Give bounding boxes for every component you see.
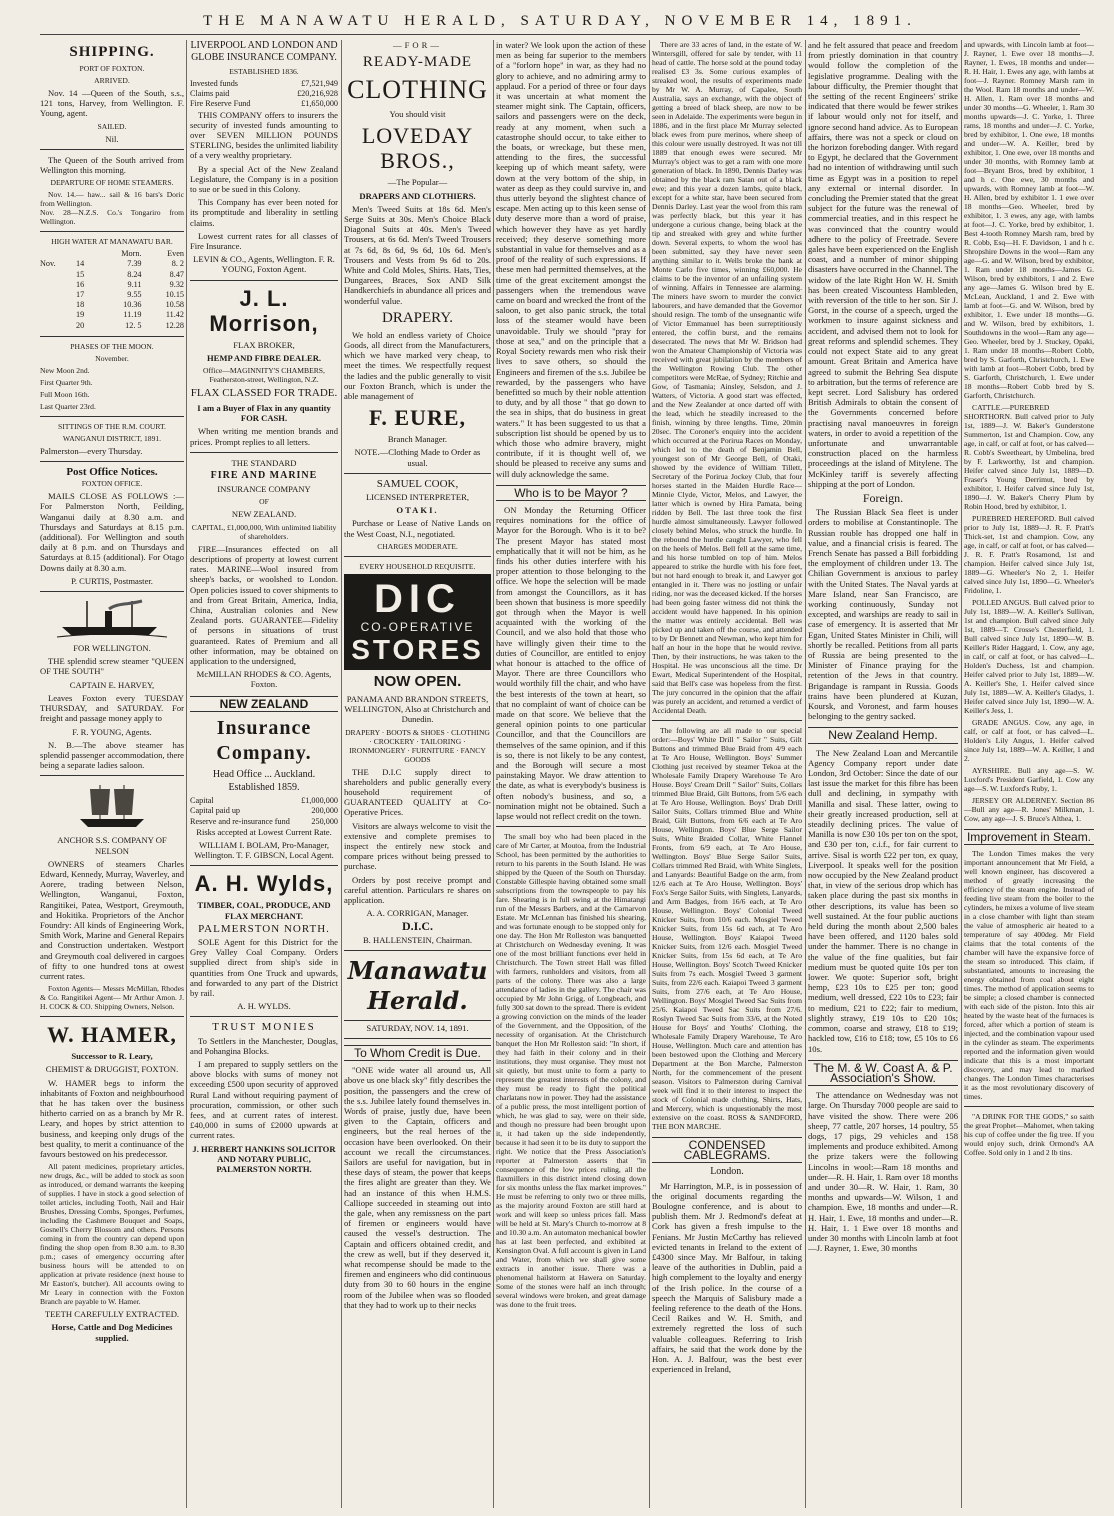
sailed-label: SAILED.	[97, 121, 127, 131]
lil-heading: LIVERPOOL AND LONDON AND GLOBE INSURANCE COMPANY.	[190, 40, 338, 63]
morrison-office: Office—MAGINNITY'S CHAMBERS, Featherston-street, Wellington, N.Z.	[203, 366, 325, 385]
standard-text: FIRE—Insurances effected on all descriptions of property at lowest current rates. MARINE—Wool insured from sheep's backs, or woolshed to London. Open policies issued to cover shipments to and from Great Britain, America, India, China, Australian colonies and New Zealand ports. GUARANTEE—Fidelity of persons in situations of trust guaranteed. Rates of Premium and all other information, may be obtained on application to the undersigned,	[190, 543, 338, 666]
leaves-text: Leaves Foxton every TUESDAY THURSDAY, and SATURDAY. For freight and passage money apply to	[40, 692, 184, 724]
nz-funds-table	[190, 796, 338, 827]
herald-date: SATURDAY, NOV. 14, 1891.	[366, 1022, 469, 1033]
column-rule	[186, 40, 187, 1508]
tide-col-even: Even	[167, 249, 184, 259]
nz-head-office: Head Office ... Auckland.	[212, 768, 316, 780]
standard-heading: THE STANDARD	[231, 457, 297, 468]
dic-stores: STORES	[351, 633, 484, 665]
cables-continued: and he felt assured that peace and freedom from priestly domination in that country would follow the completion of the legislative programme. Dealing with the labour difficulty, the Premier thought that the setting of the recent Engineers' strike indicated that there would be fewer strikes if labour would only not for itself, and ignore second hand advice. As to European affairs, there was not a speck or cloud on the horizon foreboding danger. With regard to Egypt, he declared that the Government had no intention of withdrawing until such time as Egypt was in a position to repel any external or internal disorder. In concluding the Premier stated that the great subject for the future was the renewal of commercial treaties, and in this respect he was convinced that the country would adhere to the policy of Freetrade. Severe gales have been experienced on the English coast, and a number of minor shipping disasters have occurred in the Channel. The widow of the late Right Hon W. H. Smith has been created Viscountess Hambleden, with reversion of the title to her son. Sir J. Gorst, in the course of a speech, urged the workmen to insure against sickness and accident, and advised them not to look for great reforms and splendid schemes. They could not expect State aid to any great amount. Great Britain and America have agreed to submit the Behring Sea dispute to arbitration, but the terms of reference are kept secret. Lord Salisbury has ordered British Admirals to obtain the consent of the Governments concerned before practising naval manoeuvres in foreign waters, in order to avoid a repetition of the unfortunate and unwarrantable construction placed on the harmless proceedings at the island of Mitylene. The McKinley tariff is severely affecting shipping at the port of London.	[808, 40, 958, 489]
lil-text-3: This Company has ever been noted for its promptitude and liberality in settling claims.	[190, 197, 338, 228]
cook-text: Purchase or Lease of Native Lands on the West Coast, N.I., negotiated.	[344, 518, 491, 539]
steamer-text: THE splendid screw steamer "QUEEN OF THE SOUTH"	[40, 656, 184, 677]
nb-text: N. B.—The above steamer has splendid passenger accommodation, there being a separate ladies saloon.	[40, 739, 184, 771]
column-3	[344, 40, 491, 1508]
dic-address: PANAMA AND BRANDON STREETS, WELLINGTON, Also at Christchurch and Dunedin.	[344, 693, 491, 725]
flax-text: I am a Buyer of Flax in any quantity FOR CASH.	[197, 403, 331, 424]
hamer-text-2: All patent medicines, proprietary articles, new drugs, &c., will be added to stock as soon as introduced, or demand warrants the keeping of supplies. I have in stock a good selection of toilet articles, including Tooth, Nail and Hair Brushes, Dressing Combs, Sponges, Perfumes, including the Cashmere Bouquet and Soaps, Gosnell's Cherry Blossom and others. Persons coming in from the country can depend upon finding the shop open from 8.30 a.m. to 8.30 p.m.; cases of emergency occurring after business hours will be attended to on application at private residence (next house to Mr Easton's, butcher). All accounts owing to Mr Leary in connection with the Foxton Branch are payable to W. Hamer.	[40, 1162, 184, 1307]
masthead-title: THE MANAWATU HERALD, SATURDAY, NOVEMBER 14, 1891.	[203, 13, 917, 29]
departure-heading: DEPARTURE OF HOME STEAMERS.	[50, 178, 174, 188]
hamer-successor: Successor to R. Leary,	[71, 1051, 153, 1062]
eure-heading: F. EURE,	[368, 405, 467, 431]
table-row: Capital paid up 200,000	[190, 806, 338, 816]
drapery-heading: DRAPERY.	[381, 309, 453, 326]
te-aro-list: The following are all made to our special order:—Boys' White Drill " Sailor " Suits, Gilt Buttons and trimmed Blue Braid from 4/9 each at Te Aro House, Wellington. Boys' Summer Clothing just received by steamer Tekoa at the Wholesale Family Drapery Warehouse Te Aro House. Boys' Cream Drill " Sailor" Suits, Collars trimmed Blue Braid, Gilt Buttons, from 5/6 each at Te Aro House, Wellington. Boys' Drab Drill Sailor Suits, Collars trimmed Blue and White Braid, Gilt Buttons, from 6/6 each at Te Aro House, Wellington. Boys' Blue Serge Sailor Suits, White Braided Collar, White Flannel Fronts, from 6/9 each, at Te Aro House, Wellington. Boys' Blue Serge Sailor Suits, Collars trimmed Red Braid, with White Singlets, and Lanyards: Beautiful Badge on the arm, from 12/6 each at Te Aro House, Wellington. Boys' Fox's Serge Sailor Suits, with Singlets, Lanyards, and Arm Badges, from 16/6 each, at Te Aro House, Wellington. Boys' Colonial Tweed Knicker Suits, from 10/6 each. Mosgiel Tweed Knicker Suits, from 15s 6d each, at Te Aro House, Wellington. Boys' Kaiapoi Tweed Knicker Suits, from 12/6 each. Mosgiel Tweed Knicker Suits, from 15s 6d each, at Te Aro House, Wellington. Boys' Scotch Tweed Knicker Suits from 7s each. Mosgiel Tweed 3 garment Suits, from 22/6 each. Kaiapoi Tweed 3 garment Suits, from 27/6 each, at Te Aro House, Wellington. Boys' Mosgiel Tweed Sac Suits from 25/6. Kaiapoi Tweed Sac Suits from 27/6. Roslyn Tweed Sac Suits from 33/6, at the Noted House for Boys' and Youths' Clothing, the Wholesale Family Drapery Warehouse, Te Aro House, Wellington. Much care and attention has been bestowed upon the Clothing and Mercery Department at the Bon Marche, Palmerston North, for the commencement of the present season. Visitors to Palmerston during Carnival week will find it to their interest to inspect the stock of Colonial made clothing, Shirts, Hats, and Mercery, which is unquestionably the most extensive on the coast. ROSS & SANDFORD, THE BON MARCHE.	[652, 726, 802, 1131]
horse-line: Horse, Cattle and Dog Medicines supplied.	[51, 1322, 173, 1343]
steam-heading: Improvement in Steam.	[964, 829, 1094, 845]
table-row: Claims paid £20,216,928	[190, 89, 338, 99]
cables-text: Mr Harrington, M.P., is in possession of the original documents regarding the Boulogne conference, and is about to publish them. Mr J. Redmond's defeat at Cork has given a fresh impulse to the Fenians. Mr Justin McCarthy has relieved evicted tenants in Ireland to the extent of £4300 since May. Mr Balfour, in taking leave of the authorities in Dublin, paid a high complement to the loyalty and energy of the Irish police. In the course of a speech the Marquis of Salisbury made a feeling reference to the death of the Hons. Cecil Raikes and W. H. Smith, and extremely regretted the loss of such valuable colleagues. Referring to Irish affairs, he said that the work done by the Hon. A. J. Balfour, was the best ever experienced in Ireland,	[652, 1180, 802, 1375]
trust-heading: TRUST MONIES	[212, 1021, 316, 1034]
jersey-results: JERSEY OR ALDERNEY. Section 86—Bull any age—R. Jones' Milkman, 1. Cow, any age—J. S. Bruce's Althea, 1.	[964, 796, 1094, 823]
nz-insurance-title: Insurance Company.	[216, 716, 312, 764]
mayor-heading: Who is to be Mayor ?	[496, 485, 646, 501]
standard-capital: CAPITAL, £1,000,000, With unlimited liability of shareholders.	[191, 522, 337, 541]
table-row: 17 9.55 10.15	[76, 290, 184, 300]
palmerston-heading: PALMERSTON NORTH.	[198, 922, 330, 935]
standard-nz: NEW ZEALAND.	[231, 509, 297, 520]
dic-text-3: Orders by post receive prompt and careful attention. Particulars re shares on application.	[344, 874, 491, 905]
shorthorn-results: CATTLE.—PUREBRED SHORTHORN. Bull calved prior to July 1st, 1889—J. W. Baker's Gunderstone Summerton, 1st and Champion. Cow, any age, in calf, or calf at foot, or has calved—R. Cobb's Sweetheart, by Umbelina, bred by F. Larkworthy, 1st and champion. Heifer calved since July 1st, 1889—D. Fraser's Young Derrimut, bred by exhibitor, 1. Heifer calved since July 1st, 1890—J. W. Baker's Cherry Plum by Robin Hood, bred by exhibitor, 1.	[964, 403, 1094, 511]
branch-manager: Branch Manager.	[387, 434, 448, 445]
hemp-text: The New Zealand Loan and Mercantile Agency Company report under date London, 3rd October: Since the date of our last issue the market for this fibre has been dull and declining, in sympathy with Manilla and sisal. These latter, owing to their greatly increased production, sell at steadily declining prices. The value of Manilla is now £30 10s per ton on the spot, and £30 per ton, c.i.f., for fair current to arrive. Sisal is worth £22 per ton, ex quay, Liverpool. It speaks well for the position now occupied by the New Zealand product that, in view of the serious drop which has taken place during the past six months in other descriptions, its value has been so well sustained. At the four public auctions held during the month about 2,500 bales have been offered, and 1120 bales sold under the hammer. There is no change in the value of the fine qualities, but fair medium must be quoted quite 10s per ton lower. We quote: Superior soft, bright hemp, £23 10s to £25 per ton; good medium, well dressed, £22 10s to £23; fair to medium, £21 to £22; fair to medium, slightly strawy, £19 10s to £20 10s; common, coarse and strawy, £18 to £19; hackled tow, £16 to £18; tow, £5 10s to £6 10s.	[808, 747, 958, 1054]
clothing-prices: Men's Tweed Suits at 18s 6d. Men's Serge Suits at 30s. Men's Choice Black Diagonal Suits at 40s. Men's Tweed Trousers, at 6s 6d. Men's Tweed Trousers at 7s 6d, 8s 6d, 9s 6d, 10s 6d. Men's Trousers and Vests from 9s 6d to 20s. White and Cold Moles, Shirts. Hats, Ties, Dungarees, Braces, Sox AND Silk Handkerchiefs in abundance all prices and wonderful value.	[344, 203, 491, 306]
hemp-heading: New Zealand Hemp.	[808, 727, 958, 743]
wylds-sub: TIMBER, COAL, PRODUCE, AND FLAX MERCHANT.	[197, 900, 331, 921]
cook-heading: SAMUEL COOK,	[376, 477, 459, 490]
should-visit: You should visit	[389, 109, 446, 120]
arrived-label: ARRIVED.	[94, 76, 130, 85]
cables-heading: CONDENSED CABLEGRAMS.	[652, 1137, 802, 1163]
port-label: PORT OF FOXTON.	[79, 64, 145, 73]
dic-text-2: Visitors are always welcome to visit the extensive and complete premises to inspect the entirely new stock and compare prices without being pressed to purchase.	[344, 820, 491, 872]
wylds-text: SOLE Agent for this District for the Grey Valley Coal Company. Orders supplied direct from ship's side in quantities from One Truck and upwards, and forwarded to any part of the District by rail.	[190, 936, 338, 998]
table-row: 16 9.11 9.32	[76, 279, 184, 289]
moon-heading: PHASES OF THE MOON.	[70, 341, 154, 351]
column-rule	[805, 40, 806, 1508]
column-rule	[493, 40, 494, 1508]
table-row: 19 11.19 11.42	[76, 310, 184, 320]
column-rule	[649, 40, 650, 1508]
nz-insurance-heading: NEW ZEALAND	[190, 696, 338, 712]
sailed-entry: Nil.	[105, 133, 119, 144]
lil-text-2: By a special Act of the New Zealand Legislature, the Company is in a position to sue or be sued in this Colony.	[190, 163, 338, 195]
column-6	[808, 40, 958, 1508]
morrison-sub-2: HEMP AND FIBRE DEALER.	[206, 352, 322, 363]
nz-agents: WILLIAM I. BOLAM, Pro-Manager, Wellington. T. F. GIBSCN, Local Agent.	[194, 839, 334, 861]
herald-dateline	[344, 1020, 491, 1039]
table-row: 20 12. 5 12.28	[76, 320, 184, 330]
young-agent: F. R. YOUNG, Agents.	[72, 726, 152, 737]
drapers-line: DRAPERS AND CLOTHIERS.	[359, 190, 476, 201]
hamer-chemist: CHEMIST & DRUGGIST, FOXTON.	[45, 1064, 179, 1075]
local-news: The small boy who had been placed in the care of Mr Carter, at Moutoa, from the Industrial School, has been permitted by the authorities to return to his parents in the South Island. He was shipped by the Queen of the South on Thursday. Constable Gillespie having obtained some small subscriptions from the townspeople to pay his fare. Shearing is in full swing at the Himatangi run of the Messrs Barbers, and at the Carnarvon Estate. Mr McLennan has finished his shearing, and was fortunate enough to be stopped only for one day. The Hon Mr Rolleston was banquetted at Christchurch on Wednesday evening. It was one of the most brilliant functions ever held in Christchurch. The Town street Hall was filled with farmers, runholders and visitors, from all parts of the colony. There was also a large attendance of ladies in the gallery. The chair was occupied by Mr John Grigg, of Longbeach, and fully 300 sat down to the spread. There is evident a growing conviction on the minds of the leader of the Government, and the Opposition, of the necessity of organisation. At the Christchurch banquet the Hon Mr Rolleston said: "In short, if they had faith in their colony and in their institutions, they must organise. They must not sit quietly, but must unite to form a party to represent the greatest interests of the colony, and they must be ready to fight the political charlatans now in power. They had the assistance of a public press, the most intelligent portion of which, he was glad to say, were on their side, and though no pressure had been brought upon it, it had taken up the side independently, because it had seen it to be its duty to support the right. We notice that the Press Association's reporter at Palmerston asserts that "in consequence of the low prices ruling, all the flaxmillers in this district intend closing down for six months unless the flax market improves." He must be referring to only two or three mills, as the majority around Foxton are still hard at work and will keep so unless prices fall. Mass will be held at St. Mary's Church to-morrow at 8 and 10.30 a.m. An automaton mechanical bowler has at last been perfected, and exhibited at Kensington Oval. A full account is given in Land and Water, from which we shall give some extracts in another issue. There was a phenomenal hailstorm at Hawera on Saturday. Some of the stones were half an inch through; several windows were broken, and great damage was done to the fruit trees.	[496, 832, 646, 1310]
dic-text: THE D.I.C supply direct to shareholders and public generally every household requirement of GUARANTEED QUALITY at Co-Operative Prices.	[344, 766, 491, 818]
ready-made-heading: READY-MADE	[362, 54, 473, 71]
lil-funds-table	[190, 79, 338, 110]
table-row: Nov. 14 7.39 8. 2	[40, 259, 184, 269]
trust-text-2: I am prepared to supply settlers on the above blocks with sums of money not exceeding £500 upon security of approved Rural Land without requiring payment of procuration, commission, or other such fees, and at current rates of interest. £40,000 in sums of £2000 upwards at current rates.	[190, 1059, 338, 1141]
household-line: EVERY HOUSEHOLD REQUISITE.	[359, 561, 476, 571]
steamship-icon	[57, 597, 167, 639]
departure-list: Nov. 14.— haw... sail & 16 bars's Doric from Wellington. Nov. 28—N.Z.S. Co.'s Tongariro from Wellington.	[40, 190, 184, 227]
wellington-heading: FOR WELLINGTON.	[73, 643, 151, 654]
post-sub: FOXTON OFFICE.	[81, 479, 143, 489]
sailing-ship-icon	[72, 781, 152, 831]
moon-month: November.	[95, 353, 129, 363]
standard-sub-2: INSURANCE COMPANY	[217, 484, 311, 495]
hallenstein: B. HALLENSTEIN, Chairman.	[362, 934, 473, 945]
for-heading: —FOR—	[393, 40, 442, 50]
hankins-sign: J. HERBERT HANKINS SOLICITOR AND NOTARY PUBLIC, PALMERSTON NORTH.	[192, 1143, 336, 1175]
credit-text: "ONE wide water all around us, All above us one black sky" fitly describes the position, the passengers and the crew of the s.s. Jubilee lately found themselves in. Words of praise, justly due, have been given to the Captain, officers and engineers, but the real heroes of the occasion have been overlooked. On their account we recall the circumstances. Sailors are useful for navigation, but in these days of steam, the power that keeps the fires alight are greater than they. We had an instance of this when H.M.S. Calliope succeeded in steaming out into the gale, when any remissness on the part of firemen or engineers would have caused the vessel's destruction. The Captain and officers obtained credit, and the crew as well, but if they deserved it, what recompense should be made to the firemen and engineers who did continuous duty from 30 to 60 hours in the engine room of the Jubilee when was so flooded that they had to work up to their necks	[344, 1065, 491, 1310]
nz-established: Established 1859.	[228, 781, 300, 793]
grade-angus-results: GRADE ANGUS. Cow, any age, in calf, or calf at foot, or has calved—L. Holden's Lily Angus, 1. Heifer calved since July 1st, 1889—W. A. Keiller, 1 and 2.	[964, 718, 1094, 763]
lil-text: THIS COMPANY offers to insurers the security of invested funds amounting to over SEVEN MILLION POUNDS STERLING, besides the unlimited liability of a very wealthy proprietary.	[190, 109, 338, 161]
teeth-line: TEETH CAREFULLY EXTRACTED.	[44, 1309, 180, 1320]
post-heading: Post Office Notices.	[66, 466, 158, 479]
show-text: The attendance on Wednesday was not large. On Thursday 7000 people are said to have visited the show. There were 206 sheep, 77 cattle, 207 horses, 14 poultry, 55 dogs, 17 pigs, 29 vehicles and 158 implements and produce exhibited. Among the prize takers were the following Lincolns in wool:—Ram 18 months and under—R. H. Hair, 1. Ram over 18 months and under 30—R. W. Hair, 1. Ram, 30 months and upwards—W. Wilson, 1 and champion. Ewe, 18 months and under—R. H. Hair, 1. Ewe, 18 months and under—R. H. Hair, 1. 1 Ewe over 18 months and under 30 months with Lincoln lamb at foot—J. Rayner, 1. Ewe, 30 months	[808, 1090, 958, 1254]
tide-table	[40, 249, 184, 331]
drapery-text: We hold an endless variety of Choice Goods, all direct from the Manufacturers, which we have marked very cheap, to meet the times. We respectfully request the ladies and the public generally to visit our Foxton Branch, which is under the able management of	[344, 329, 491, 402]
hamer-text: W. HAMER begs to inform the inhabitants of Foxton and neighbourhood that he has taken over the business hitherto carried on as a branch by Mr R. Leary, and hopes by strict attention to business, and keeping only drugs of the best quality, to merit a continuance of the favours bestowed on his predecessor.	[40, 1077, 184, 1159]
column-rule	[961, 40, 962, 1508]
wylds-heading: A. H. Wylds,	[194, 871, 334, 897]
news-continued: There are 33 acres of land, in the estate of W. Wintersgill, offered for sale by tender, with 11 head of cattle. The horse sold at the pound today realised £3 3s. Some curious examples of streaked wool, the results of experiments made by Mr W. A. Murray, of Capalee, South Australia, says an exchange, with the object of getting a breed of black sheep, are now to be seen in Adelaide. The experiments were begun in 1886, and in the first place Mr Murray selected black ewes from pure merinos, where sheep of this colour were usually destroyed. It was not till 1889 that enough ewes were secured. Mr Murray's object was to get a ram with one more generation of black. In 1890, Dennis Darley was obtained by the black ram Satan out of a black ewe; and this year a dozen lambs, quite black, except for a white star, have been secured from Dennis Darley. Last year the wool from this ram was perfectly black, but this year it has undergone a curious change, being black at the tip and streaked with grey and white further down. Several experts, to whom the wool has been submitted, say they have never seen anything similar to it. Wells broke the bank at Monte Carlo five times, winning £60,000. He claims to be the inventor of an unfailing system of winning. Affairs in Tennessee are alarming. The miners have sworn to murder the convict labourers, and have demanded that the Governor should resign. The tomb of the unsegnantic wife of Victor Emmanuel has been surreptitiously entered, the coffin burst, and the remains desecrated. The news that Mr W. Bridson had won the Amateur Championship of Victoria was received with great jubilation by the members of the Wellington Rowing Club. The other competitors were McRae, of Sydney; Ritchie and Gow, of Tasmania; Ainsley, Selsdon, and J. Watters, of Victoria. A good start was effected, and the New Zealander at once darted off with the lead, which he steadily increased to the finish, winning by three lengths. Time, 20min 20sec. The Coroner's enquiry into the accident which occurred at the Porirua Races on Monday, which led to the death of Benjamin Bell, youngest son of Mr George Bell, of Otaki, showed by the evidence of William Tillett, Secretary of the Porirua Jockey Club, that four horses started in the Maiden Hurdle Race—Minnie Clyde, Victor, Melos, and Lawyer, the latter which is owned by Hira Pamata, being ridden by Bell. The last three took the first hurdle almost simultaneously. Lawyer followed closely behind Melos, who struck the hurdle. In the rebound the hurdle caught Lawyer, who fell on the heels of Melos. Bell fell at the same time, and his horse tumbled on top of him. Melos appeared to strike the hurdle with his fore feet, but not hard enough to break it, and Lawyer got entangled in it. There was no jostling or unfair riding, nor was the deceased kicked. If the horses had been going faster witness did not think the accident would have happened. In his opinion the matter was entirely accidental. Bell was picked up and taken off the course, and attended to by Dr Bennett and Newman, who kept him for half an hour in the hope that he would revive. Then, by their instructions, he was taken to the Hospital. He was unconscious all the time. Dr Ewart, Medical Superintendent of the Hospital, said that Bell's case was hopeless from the first. The jury concurred in the opinion that the affair was purely an accident, and returned a verdict of Accidental Death.	[652, 40, 802, 715]
flax-heading: FLAX CLASSED FOR TRADE.	[190, 387, 338, 400]
show-heading: The M. & W. Coast A. & P. Association's Show.	[808, 1060, 958, 1086]
postmaster: P. CURTIS, Postmaster.	[71, 575, 153, 586]
now-open: NOW OPEN.	[373, 672, 462, 690]
masthead	[40, 8, 1080, 35]
coffee-ad: "A DRINK FOR THE GODS," so saith the great Prophet—Mahomet, when taking his cup of coffee under the fig tree. If you would enjoy such, drink Ormond's AA Coffee. Sold only in 1 and 2 lb tins.	[964, 1112, 1094, 1158]
mayor-text: ON Monday the Returning Officer requires nominations for the office of Mayor for the Borough. Who is it to be? The present Mayor has stated most emphatically that it will not be him, as he finds his other duties interfere with his proper attention to those belonging to the office. We hope the selection will be made from amongst the Councillors, as it has been shown that business is more speedily got through when the Mayor is well acquainted with the working of the Council, and we also hold that those who have willingly given their time to the duties of Councillor, are entitled to enjoy what honour is attached to the office of Mayor. There are three Councillors who would worthily fill the chair, and who have the best interests of the town at heart, so that no complaint of want of choice can be made on that score. We believe that the general opinion points to one particular Councillor, and that the Councillors are themselves of the same opinion, and if this is so, there is not likely to be any contest, and the Borough will secure a most painstaking Mayor. We draw attention to the date, as what is everybody's business is often nobody's business, and so, a nomination might not be obtained. Such a lapse would not reflect credit on the town.	[496, 504, 646, 822]
charges-line: CHARGES MODERATE.	[377, 541, 458, 551]
wylds-sign: A. H. WYLDS.	[237, 1001, 291, 1012]
standard-agents: McMILLAN RHODES & CO. Agents, Foxton.	[196, 669, 332, 690]
court-text: Palmerston—every Thursday.	[40, 445, 143, 456]
table-row: Fire Reserve Fund £1,650,000	[190, 99, 338, 109]
table-row: Capital £1,000,000	[190, 796, 338, 806]
steam-text: The London Times makes the very important announcement that Mr Field, a well known engineer, has discovered a method of greatly increasing the efficiency of the steam engine. Instead of feeding live steam from the boiler to the cylinders, he mixes a volume of live steam in a close chamber with light than steam the value of atmospheric air heated to a temperature of say 400deg. Mr Field claims that the total contents of the chamber will have the expansive force of the steam so introduced. This claim, if substantiated, amounts to increasing the energy obtained from coal about eight times. The method of application seems to be simple; a closed chamber is connected with each side of the piston. Into this air heated by the waste heat of the furnaces is forced, after which a portion of steam is injected, and the combination vapour used in the cylinder as steam. The experiments reported and the information given would indicate that this is a most important discovery, and may lead to marked changes. The London Times characterises it as the most revolutionary discovery of times.	[964, 849, 1094, 1102]
credit-continued: in water? We look upon the action of these men as being far superior to the members of a "forlorn hope" in war, as they had no glory to achieve, and no admiring army to applaud. For a period of three or four days it was uncertain at what moment the steamer might sink. The Captain, officers, sailors and passengers were on the deck, ready at any moment, when such a catastrophe should occur, to take either to the boats, or wreckage, but these men, attending to the fires, the successful keeping up of which meant safety, were down at the very bottom of the ship, in water as deep as they could survive in, and thus utterly beyond the slightest chance of escape. Men acting up to this keen sense of duty deserve more than a word of praise, which however they have as yet hardly received; they deserve something more substantial in value for themselves and as a proof of the reality of such expressions. If these men had permitted themselves, at the time of the great excitement amongst the passengers when the tremendous wave came on board and wrecked the front of the saloon, to get also panic struck, the total loss of the steamer would have been unavoidable. Truly we should "pray for those at sea," and on the principle that a Royal Society rewards men who risk their lives to save others, so should the Engineers and firemen of the s.s. Jubilee be rewarded, by the passengers who have benefitted so much by their noble attention to duty, and by all those " that go down to the sea in ships, that do business in great waters." It has been suggested to us that a subscription list should be opened by us to which those who admire bravery, might contribute, if it is thought well of, we should be pleased to receive any sums and will duly acknowledge the same.	[496, 40, 646, 479]
anchor-heading: ANCHOR S.S. COMPANY OF NELSON	[57, 835, 167, 856]
clothing-heading: CLOTHING	[347, 75, 488, 105]
show-continued: and upwards, with Lincoln lamb at foot—J. Rayner, 1. Ewe over 18 months—J. Rayner, 1. Ewes, 18 months and under—R. H. Hair, 1. Ewes any age, with lambs at foot—J. Rayner. Romney Marsh ram in the Wool. Ram 18 months and under—W. H. Allen, 1. Ram over 18 months and under 30 months—G. Wheeler, 1. Ram 30 months upwards—J. C. Yorke, 1. Three rams, 18 months and under—J. C. Yorke, bred by exhibitor, 1. One ewe, 18 months and under—W. A. Keiller, bred by exhibitor, 1. One ewe, over 18 months and under 30 months, with Romney lamb at foot—Bryant Bros, bred by exhibitor, 1 and h c. One ewe, 30 months and upwards, with Romney lamb at foot—W. H. Allen, bred by exhibitor 1. 1 ewe over 18 months—Geo. Wheeler, bred by exhibitor, 1. 3 ewes, any age, with lambs at foot—J. C. Yorke, bred by exhibitor, 1. Best 4-tooth Romney Marsh ram, bred by R. Cobb, Esq—H. F. Davidson, 1 and h c. Shropshire Downs in the wool—Ram any age—G. and W. Wilson, bred by exhibitor, 1. Ram under 18 months—James G. Wilson, bred by exhibitors, 1 and 2. Ewe any age—James G. Wilson bred by E. McLean, Auckland, 1 and 2. Ewe with lamb at foot—G. and W. Wilson, bred by exhibitor, 1. Ewe under 18 months—G. and W. Wilson, bred by exhibitors, 1. Southdowns in the wool—Ram any age—Geo. Wheeler, bred by J. Stuckey, Opaki, 1. Ram under 18 months—Robert Cobb, bred by S. Garforth, Christchurch, 1. Ewe with lamb at foot—Robert Cobb, bred by S. Garforth, Christchurch, 1. Ewe under 18 months—Robert Cobb bred by S. Garforth, Christchurch.	[964, 40, 1094, 400]
loveday-heading: LOVEDAY BROS.,	[361, 123, 474, 174]
shipping-heading: SHIPPING.	[69, 44, 155, 60]
dic-banner	[344, 574, 491, 670]
moon-phase: New Moon 2nd.	[40, 365, 90, 375]
foreign-heading: Foreign.	[862, 490, 904, 505]
london-heading: London.	[710, 1166, 744, 1178]
anchor-agents: Foxton Agents— Messrs McMillan, Rhodes & Co. Rangitikei Agent— Mr Arthur Amon. J. H. COCK & CO. Shipping Owners, Nelson.	[40, 984, 184, 1012]
table-row: 15 8.24 8.47	[76, 269, 184, 279]
morrison-heading: J. L. Morrison,	[209, 285, 319, 336]
credit-heading: To Whom Credit is Due.	[344, 1045, 491, 1061]
column-rule	[341, 40, 342, 1508]
foreign-text: The Russian Black Sea fleet is under orders to mobilise at Constantinople. The Russian rouble has dropped one half in value, and a financial crisis is feared. The French Senate has passed a Bill forbidding the employment of children under 13. The Chilian Government is anxious to parley with the United States. The Naval yards at Mare Island, near San Francisco, are working continuously, Sunday not excepted, and warships are ready to sail in case of emergency. It is asserted that Mr Egan, United States Minister in Chili, will shortly be recalled. Petitions from all parts of Russia are being presented to the Minister of Finance praying for the retention of the Jews in that country. Brigandage is rampant in Russia. Goods trains have been plundered at Kuzan, Koursk, and Voronest, and farm houses belonging to the gentry sacked.	[808, 507, 958, 722]
hereford-results: PUREBRED HEREFORD. Bull calved prior to July 1st, 1889—J. R. F. Pratt's Thick-set, 1st and champion. Cow, any age, in calf, or calf at foot, or has calved—J. R. F. Pratt's Rosamond, 1st and champion. Heifer calved since July 1st, 1889—G. Wheeler's No 2, 1. Heifer calved since July 1st, 1890—G. Wheeler's Fridoline, 1.	[964, 514, 1094, 595]
queen-note: The Queen of the South arrived from Wellington this morning.	[40, 154, 184, 176]
otaki-line: OTAKI.	[396, 505, 439, 516]
arrival-entry: Nov. 14 —Queen of the South, s.s., 121 tons, Harvey, from Wellington. F. Young, agent.	[40, 88, 184, 119]
table-row: Invested funds £7,521,949	[190, 79, 338, 88]
popular-line: —The Popular—	[387, 177, 448, 188]
dic-logo: DIC	[374, 576, 461, 621]
column-4	[496, 40, 646, 1508]
moon-phase: Last Quarter 23rd.	[40, 401, 96, 411]
cook-sub: LICENSED INTERPRETER,	[365, 492, 470, 503]
post-text: MAILS CLOSE AS FOLLOWS :— For Palmerston North, Feilding, Wanganui daily at 8.30 a.m. and Thursdays and Saturdays at 8.15 p.m. (additional). For Wellington and south daily at 8 p.m. and on Thursdays and Saturdays at 8.15 (additional). For Otago Downs daily at 8.30 a.m.	[40, 491, 184, 573]
hamer-heading: W. HAMER,	[47, 1022, 177, 1048]
ayrshire-results: AYRSHIRE. Bull any age—S. W. Luxford's President Garfield, 1. Cow any age—S. W. Luxford's Ruby, 1.	[964, 766, 1094, 793]
dic-sign: D.I.C.	[401, 919, 433, 934]
court-sub: WANGANUI DISTRICT, 1891.	[62, 433, 162, 443]
anchor-text: OWNERS of steamers Charles Edward, Kennedy, Murray, Waverley, and Aorere, trading between Nelson, Wellington, Wanganui, Foxton, Rangitikei, Patea, Westport, Greymouth, and Hokitika. Proprietors of the Anchor Foundry: All kinds of Engineering Work, Smith Work, Marine and General Repairs and Construction undertaken. Westport and Greymouth coal delivered in cargoes of fifty to one hundred tons at owest current rates.	[40, 858, 184, 981]
angus-results: POLLED ANGUS. Bull calved prior to July 1st, 1889—W. A. Keiller's Sullivan, 1st and champion. Bull calved since July 1st, 1889—T. Crosse's Chesterfield, 1. Bull calved since July 1st, 1890—W. B. Keiller's Rider Haggard, 1. Cow, any age, in calf, or calf at foot, or has calved—L. Holden's Duchess, 1st and champion. Heifer calved prior to July 1st, 1889—W. A. Keiller's She, 1. Heifer calved since July 1st, 1889—W. A. Keiller's Gladys, 1. Heifer calved since July 1st, 1890—W. A. Keiller's Jess, 1.	[964, 598, 1094, 715]
column-1	[40, 40, 184, 1508]
corrigan: A. A. CORRIGAN, Manager.	[366, 908, 469, 919]
dic-cooperative: CO-OPERATIVE	[360, 619, 475, 634]
court-heading: SITTINGS OF THE R.M. COURT.	[58, 421, 166, 431]
herald-title: Manawatu Herald.	[347, 955, 488, 1015]
moon-phase: Full Moon 16th.	[40, 389, 90, 399]
column-5	[652, 40, 802, 1508]
trust-text: To Settlers in the Manchester, Douglas, and Pohangina Blocks.	[190, 1035, 338, 1056]
table-row: Reserve and re-insurance fund 250,000	[190, 816, 338, 826]
tide-heading: HIGH WATER AT MANAWATU BAR.	[51, 237, 173, 247]
dic-departments: DRAPERY · BOOTS & SHOES · CLOTHING · CROCKERY · TAILORING · IRONMONGERY · FURNITURE · FANCY GOODS	[345, 727, 490, 764]
column-2	[190, 40, 338, 1508]
lil-agents: LEVIN & CO., Agents, Wellington. F. R. YOUNG, Foxton Agent.	[193, 254, 335, 275]
tide-col-morn: Morn.	[121, 249, 142, 259]
standard-of: OF	[259, 497, 269, 507]
column-7	[964, 40, 1094, 1508]
captain: CAPTAIN E. HARVEY,	[69, 679, 155, 690]
morrison-sub: FLAX BROKER,	[233, 339, 295, 350]
clothing-note: NOTE.—Clothing Made to Order as usual.	[354, 447, 481, 468]
moon-phase: First Quarter 9th.	[40, 377, 93, 387]
nz-risks: Risks accepted at Lowest Current Rate.	[196, 826, 332, 837]
flax-text-2: When writing me mention brands and prices. Prompt replies to all letters.	[190, 426, 338, 447]
lil-text-4: Lowest current rates for all classes of Fire Insurance.	[190, 230, 338, 252]
standard-sub: FIRE AND MARINE	[210, 470, 318, 482]
table-row: 18 10.36 10.58	[76, 300, 184, 310]
lil-established: ESTABLISHED 1836.	[229, 67, 299, 76]
